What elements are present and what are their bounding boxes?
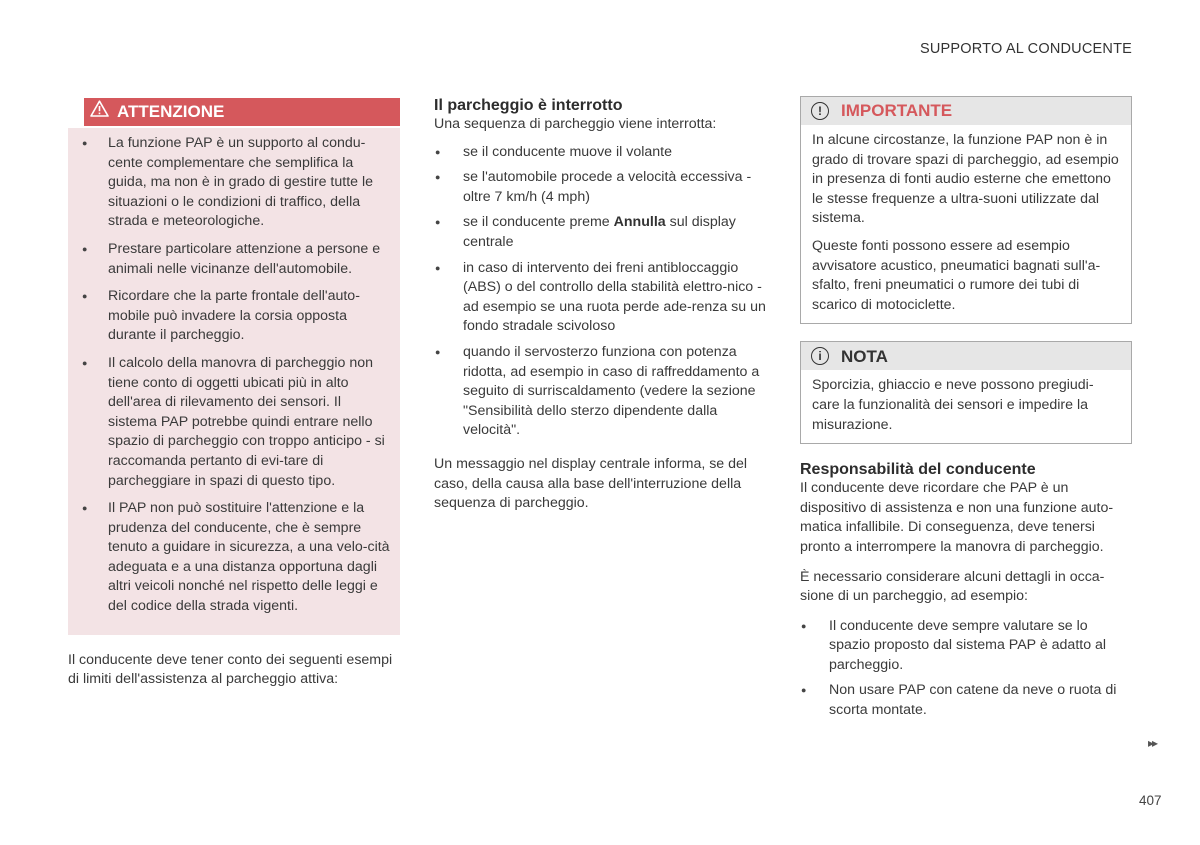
body-paragraph: Un messaggio nel display centrale informa, se del caso, della causa alla base dell'interruzione della sequenza di parcheggio. xyxy=(434,455,748,512)
note-body xyxy=(801,370,1131,443)
column-left xyxy=(68,96,400,690)
warning-triangle-icon xyxy=(90,98,109,126)
section-heading: Responsabilità del conducente xyxy=(800,461,1036,479)
note-title: NOTA xyxy=(841,346,888,366)
cancel-button-label: Annulla xyxy=(613,214,666,231)
list-item: ● se il conducente muove il volante xyxy=(434,143,768,163)
important-title: IMPORTANTE xyxy=(841,101,953,121)
warning-title-bar xyxy=(84,98,400,126)
exclamation-circle-icon: ! xyxy=(811,102,829,120)
important-header xyxy=(801,97,1131,125)
list-item: ● Il PAP non può sostituire l'attenzione e la prudenza del conducente, che è sempre tenuto a guidare in sicurezza, a una velo-cità adeguata e a una distanza opportuna dagli altri veicoli nonché nel rispetto delle leggi e del codice della strada vigenti. xyxy=(82,499,390,617)
interruption-list xyxy=(434,143,768,441)
list-item: ● La funzione PAP è un supporto al condu-cente complementare che semplifica la guida, ma non è in grado di gestire tutte le situazioni o le condizioni di traffico, della strada e meteorologiche. xyxy=(82,134,390,232)
important-box xyxy=(800,96,1132,324)
warning-title: ATTENZIONE xyxy=(117,102,225,121)
list-item: ● se il conducente preme Annulla sul display centrale xyxy=(434,213,768,252)
list-item: ● Ricordare che la parte frontale dell'auto-mobile può invadere la corsia opposta durante il parcheggio. xyxy=(82,287,390,346)
warning-list xyxy=(68,128,400,617)
warning-header xyxy=(68,96,400,128)
page-number: 407 xyxy=(1139,793,1162,808)
warning-box xyxy=(68,96,400,635)
list-item: ● Il conducente deve sempre valutare se lo spazio proposto dal sistema PAP è adatto al parcheggio. xyxy=(800,617,1132,676)
body-paragraph: Il conducente deve tener conto dei seguenti esempi di limiti dell'assistenza al parcheggio attiva: xyxy=(68,651,393,688)
note-header xyxy=(801,342,1131,370)
responsibility-list xyxy=(800,617,1132,721)
important-body xyxy=(801,125,1131,323)
body-paragraph: Il conducente deve ricordare che PAP è un dispositivo di assistenza e non una funzione auto-matica infallibile. Di conseguenza, deve tenersi pronto a interrompere la manovra di parcheggio. xyxy=(800,480,1114,555)
body-paragraph: È necessario considerare alcuni dettagli in occa-sione di un parcheggio, ad esempio: xyxy=(800,568,1105,605)
body-paragraph: In alcune circostanze, la funzione PAP non è in grado di trovare spazi di parcheggio, ad esempio in presenza di fonti audio esterne che emettono le stesse frequenze a ultra-suoni utilizzate dal sistema. xyxy=(812,132,1119,227)
note-box xyxy=(800,341,1132,444)
list-item: ● in caso di intervento dei freni antibloccaggio (ABS) o del controllo della stabilità elettro-nico - ad esempio se una ruota perde ade-renza su un fondo stradale scivoloso xyxy=(434,259,768,337)
next-page-arrow-icon: ▸▸ xyxy=(1148,736,1157,750)
list-item: ● Non usare PAP con catene da neve o ruota di scorta montate. xyxy=(800,681,1132,720)
body-paragraph: Sporcizia, ghiaccio e neve possono pregiudi-care la funzionalità dei sensori e impedire la misurazione. xyxy=(812,377,1094,433)
section-header: SUPPORTO AL CONDUCENTE xyxy=(919,41,1132,57)
list-item: ● Il calcolo della manovra di parcheggio non tiene conto di oggetti ubicati più in alto dell'area di rilevamento dei sensori. Il sistema PAP potrebbe quindi entrare nello spazio di parcheggio con troppo anticipo - si raccomanda pertanto di evi-tare di parcheggiare in spazi di questo tipo. xyxy=(82,354,390,491)
body-paragraph: Queste fonti possono essere ad esempio avvisatore acustico, pneumatici bagnati sull'a-sfalto, freni pneumatici o rumore dei tubi di scarico di motociclette. xyxy=(812,237,1101,313)
list-item: ● se l'automobile procede a velocità eccessiva - oltre 7 km/h (4 mph) xyxy=(434,168,768,207)
section-intro: Una sequenza di parcheggio viene interrotta: xyxy=(434,116,717,132)
list-item: ● Prestare particolare attenzione a persone e animali nelle vicinanze dell'automobile. xyxy=(82,240,390,279)
column-right xyxy=(800,96,1132,727)
info-circle-icon: i xyxy=(811,347,829,365)
section-heading: Il parcheggio è interrotto xyxy=(434,97,623,114)
column-middle xyxy=(434,96,768,514)
list-item: ● quando il servosterzo funziona con potenza ridotta, ad esempio in caso di raffreddamento a seguito di surriscaldamento (vedere la sezione "Sensibilità dello sterzo dipendente dalla velocità". xyxy=(434,343,768,441)
